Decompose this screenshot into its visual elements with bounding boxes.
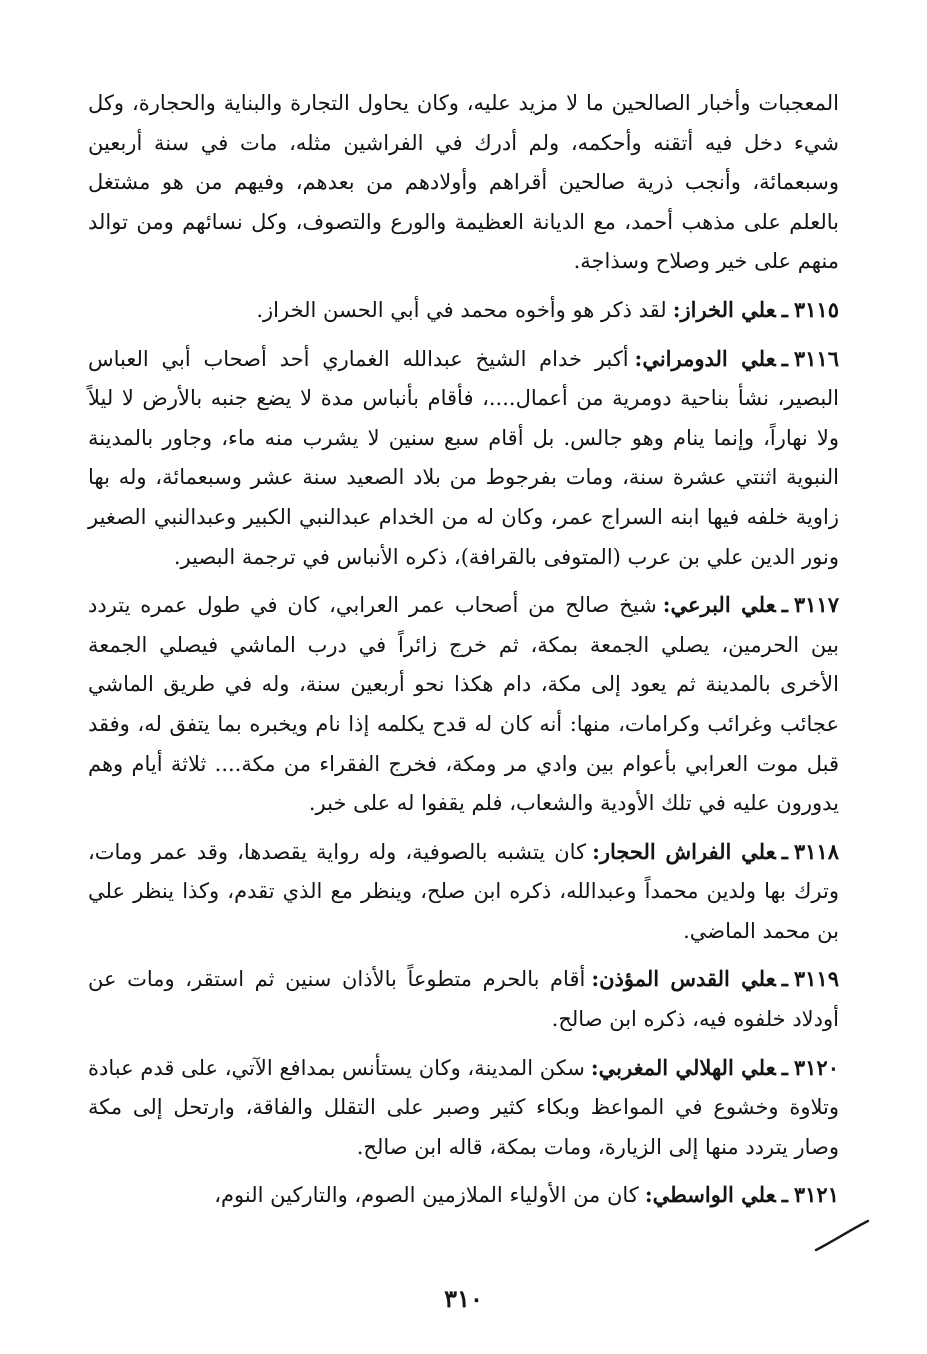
entry-text: أقام بالحرم متطوعاً بالأذان سنين ثم استقر، ومات عن أودلاد خلفوه فيه، ذكره ابن صالح. (88, 967, 839, 1032)
entry-3116 (88, 339, 839, 578)
entry-3115 (88, 290, 839, 331)
entry-name: علي الخراز (680, 296, 776, 322)
entry-text: سكن المدينة، وكان يستأنس بمدافع الآتي، على قدم عبادة وتلاوة وخشوع في المواعظ وبكاء كثير وصبر على التقلل والفاقة، وارتحل إلى مكة وصار يتردد منها إلى الزيارة، ومات بمكة، قاله ابن صالح. (88, 1055, 839, 1159)
entry-text: لقد ذكر هو وأخوه محمد في أبي الحسن الخراز. (256, 297, 667, 322)
entry-colon: : (672, 296, 681, 322)
entry-3118 (88, 832, 839, 952)
entry-colon: : (591, 966, 600, 992)
entry-number: ٣١١٦ (793, 345, 839, 371)
entry-dash: ـ (781, 345, 788, 371)
entry-colon: : (644, 1182, 653, 1208)
entry-text: كان من الأولياء الملازمين الصوم، والتاركين النوم، (214, 1183, 639, 1208)
entry-number: ٣١١٩ (793, 966, 839, 992)
entry-number: ٣١١٨ (793, 838, 839, 864)
entry-number: ٣١١٧ (793, 592, 839, 618)
entry-name: علي الفراش الحجار (599, 838, 776, 864)
page-body (88, 84, 839, 1216)
entry-dash: ـ (781, 592, 788, 618)
entry-name: علي الواسطي (652, 1182, 776, 1208)
entry-colon: : (590, 1054, 599, 1080)
entry-number: ٣١١٥ (793, 296, 839, 322)
entry-colon: : (662, 592, 671, 618)
entry-name: علي الدومراني (642, 345, 776, 371)
page-number: ٣١٠ (444, 1284, 483, 1313)
intro-paragraph: المعجبات وأخبار الصالحين ما لا مزيد عليه، وكان يحاول التجارة والبناية والحجارة، وكل شيء دخل فيه أتقنه وأحكمه، ولم أدرك في الفراشين مثله، مات في سنة أربعين وسبعمائة، وأنجب ذرية صالحين أقراهم وأولادهم من بعدهم، وفيهم من هو مشتغل بالعلم على مذهب أحمد، مع الديانة العظيمة والورع والتصوف، وكل نسائهم ومن توالد منهم على خير وصلاح وسذاجة. (88, 91, 839, 274)
entry-dash: ـ (781, 1054, 788, 1080)
entry-name: علي الهلالي المغربي (598, 1054, 776, 1080)
pen-mark-icon (812, 1218, 872, 1254)
entry-text: أكبر خدام الشيخ عبدالله الغماري أحد أصحاب أبي العباس البصير، نشأ بناحية دومرية من أعمال....، فأقام بأنباس مدة لا يضع جنبه بالأرض لا ليلاً ولا نهاراً، وإنما ينام وهو جالس. بل أقام سبع سنين لا يشرب منه ماء، وجاور بالمدينة النبوية اثنتي عشرة سنة، ومات بفرجوط من بلاد الصعيد سنة عشر وسبعمائة، وله بها زاوية خلفه فيها ابنه السراج عمر، وكان له من الخدام عبدالنبي الكبير وعبدالنبي الصغير ونور الدين علي بن عرب (المتوفى بالقرافة)، ذكره الأنباس في ترجمة البصير. (88, 346, 839, 569)
entry-name: علي البرعي (670, 592, 776, 618)
entry-text: شيخ صالح من أصحاب عمر العرابي، كان في طول عمره يتردد بين الحرمين، يصلي الجمعة بمكة، ثم خرج زائراً في درب الماشي فيصلي الجمعة الأخرى بالمدينة ثم يعود إلى مكة، دام هكذا نحو أربعين سنة، وله في طريق الماشي عجائب وغرائب وكرامات، منها: أنه كان له قدح يكلمه إذا نام ويخبره بما يتفق له، وفقد قبل موت العرابي بأعوام بين وادي مر ومكة، فخرج الفقراء من مكة.... ثلاثة أيام وهم يدورون عليه في تلك الأودية والشعاب، فلم يقفوا له على خبر. (88, 593, 839, 816)
entry-text: كان يتشبه بالصوفية، وله رواية يقصدها، وقد عمر ومات، وترك بها ولدين محمداً وعبدالله، ذكره ابن صلح، وينظر مع الذي تقدم، وكذا ينظر علي بن محمد الماضي. (88, 839, 839, 943)
entry-dash: ـ (781, 966, 788, 992)
entry-3121 (88, 1175, 839, 1216)
entry-dash: ـ (781, 838, 788, 864)
entry-colon: : (634, 345, 643, 371)
entry-colon: : (592, 838, 600, 864)
entry-number: ٣١٢١ (793, 1182, 839, 1208)
entry-name: علي القدس المؤذن (599, 966, 776, 992)
entry-number: ٣١٢٠ (793, 1054, 839, 1080)
entry-3119 (88, 959, 839, 1039)
entry-3117 (88, 585, 839, 824)
entry-dash: ـ (781, 1182, 788, 1208)
entry-3120 (88, 1048, 839, 1168)
entry-dash: ـ (781, 296, 788, 322)
